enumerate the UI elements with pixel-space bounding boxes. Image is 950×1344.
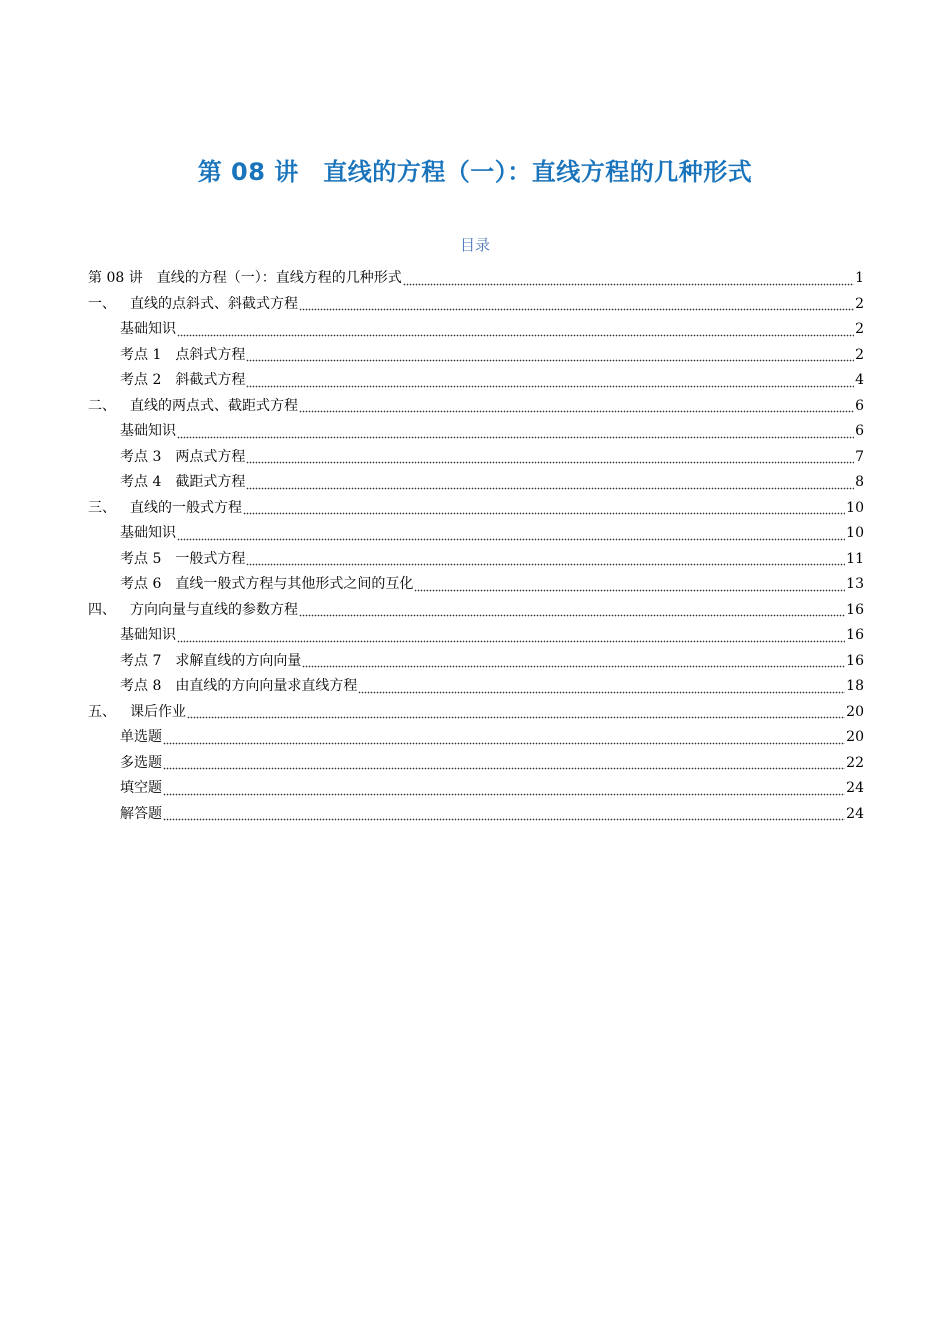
- toc-entry-page: 24: [846, 780, 864, 796]
- toc-entry-label: 由直线的方向向量求直线方程: [175, 678, 358, 694]
- toc-entry-page: 7: [855, 448, 864, 465]
- toc-entry-page: 6: [855, 397, 864, 414]
- toc-entry-label: 求解直线的方向向量: [175, 652, 302, 669]
- toc-entry-label: 直线一般式方程与其他形式之间的互化: [175, 576, 414, 592]
- toc-entry[interactable]: [88, 266, 864, 292]
- toc-entry-number: 考点 3: [120, 448, 162, 465]
- toc-entry[interactable]: [88, 674, 864, 700]
- toc-entry[interactable]: [88, 598, 864, 624]
- toc-entry-label: 第 08 讲 直线的方程（一）：直线方程的几种形式: [88, 270, 402, 286]
- toc-entry-number: 一、: [88, 295, 116, 312]
- toc-entry-page: 2: [855, 346, 864, 363]
- toc-entry-label: 直线的两点式、截距式方程: [130, 397, 298, 414]
- toc-entry-number: 考点 5: [120, 550, 162, 567]
- toc-entry-page: 11: [846, 550, 864, 567]
- toc-heading: 目录: [459, 236, 490, 254]
- toc-entry-page: 16: [846, 652, 864, 669]
- toc-entry[interactable]: [88, 419, 864, 445]
- toc-dot-leader: [299, 399, 854, 413]
- toc-entry[interactable]: [88, 521, 864, 547]
- toc-entry-page: 22: [846, 754, 864, 771]
- toc-entry[interactable]: [88, 725, 864, 751]
- toc-dot-leader: [403, 272, 854, 286]
- toc-entry-label: 两点式方程: [175, 448, 246, 465]
- toc-entry-number: 考点 2: [120, 372, 162, 388]
- toc-dot-leader: [177, 629, 845, 643]
- table-of-contents: [88, 266, 864, 827]
- toc-dot-leader: [163, 756, 845, 770]
- toc-entry-number: 考点 1: [120, 346, 162, 363]
- toc-dot-leader: [163, 731, 845, 745]
- toc-entry[interactable]: [88, 649, 864, 675]
- toc-entry-number: 考点 4: [120, 474, 162, 490]
- toc-entry[interactable]: [88, 445, 864, 471]
- toc-dot-leader: [302, 654, 845, 668]
- toc-entry[interactable]: [88, 623, 864, 649]
- toc-dot-leader: [358, 680, 845, 694]
- toc-entry-page: 6: [855, 423, 864, 439]
- toc-entry-label: 一般式方程: [175, 550, 246, 567]
- toc-entry[interactable]: [88, 700, 864, 726]
- toc-entry-label: 基础知识: [120, 627, 176, 643]
- toc-entry-page: 2: [855, 321, 864, 337]
- toc-entry-label: 方向向量与直线的参数方程: [130, 601, 298, 618]
- toc-entry-label: 课后作业: [130, 703, 186, 720]
- toc-entry[interactable]: [88, 802, 864, 828]
- toc-entry-label: 截距式方程: [175, 474, 246, 490]
- toc-entry-page: 16: [846, 627, 864, 643]
- toc-dot-leader: [246, 450, 854, 464]
- toc-entry-page: 10: [846, 525, 864, 541]
- toc-entry-label: 填空题: [120, 780, 162, 796]
- toc-entry-number: 考点 8: [120, 678, 162, 694]
- toc-entry-page: 24: [846, 805, 864, 822]
- toc-entry[interactable]: [88, 343, 864, 369]
- toc-dot-leader: [246, 374, 854, 388]
- toc-dot-leader: [177, 323, 854, 337]
- toc-entry-page: 13: [846, 576, 864, 592]
- toc-entry-page: 2: [855, 295, 864, 312]
- toc-dot-leader: [177, 527, 845, 541]
- toc-dot-leader: [187, 705, 845, 719]
- toc-entry-page: 16: [846, 601, 864, 618]
- toc-entry-number: 五、: [88, 703, 116, 720]
- toc-entry-number: 三、: [88, 499, 116, 516]
- toc-entry[interactable]: [88, 496, 864, 522]
- toc-dot-leader: [177, 425, 854, 439]
- toc-entry-page: 8: [855, 474, 864, 490]
- toc-entry-label: 直线的点斜式、斜截式方程: [130, 295, 298, 312]
- toc-entry[interactable]: [88, 317, 864, 343]
- toc-dot-leader: [299, 297, 854, 311]
- document-title: 第 08 讲 直线的方程（一）：直线方程的几种形式: [197, 158, 753, 186]
- toc-entry-number: 四、: [88, 601, 116, 618]
- toc-dot-leader: [299, 603, 845, 617]
- toc-entry-page: 4: [855, 372, 864, 388]
- toc-entry-label: 解答题: [120, 805, 162, 822]
- toc-entry-page: 10: [846, 499, 864, 516]
- toc-dot-leader: [163, 782, 845, 796]
- toc-entry-page: 1: [855, 270, 864, 286]
- toc-entry[interactable]: [88, 751, 864, 777]
- toc-entry-number: 考点 6: [120, 576, 162, 592]
- toc-entry-page: 20: [846, 729, 864, 745]
- toc-entry[interactable]: [88, 547, 864, 573]
- toc-entry-label: 基础知识: [120, 525, 176, 541]
- toc-dot-leader: [414, 578, 845, 592]
- toc-dot-leader: [246, 348, 854, 362]
- toc-entry-label: 点斜式方程: [175, 346, 246, 363]
- toc-entry-label: 基础知识: [120, 423, 176, 439]
- toc-entry[interactable]: [88, 572, 864, 598]
- toc-entry[interactable]: [88, 470, 864, 496]
- toc-dot-leader: [246, 476, 854, 490]
- toc-entry[interactable]: [88, 292, 864, 318]
- toc-entry-page: 20: [846, 703, 864, 720]
- toc-entry-number: 考点 7: [120, 652, 162, 669]
- toc-entry-page: 18: [846, 678, 864, 694]
- toc-dot-leader: [246, 552, 845, 566]
- toc-entry[interactable]: [88, 394, 864, 420]
- toc-dot-leader: [163, 807, 845, 821]
- toc-entry[interactable]: [88, 776, 864, 802]
- toc-entry-label: 单选题: [120, 729, 162, 745]
- toc-entry-number: 二、: [88, 397, 116, 414]
- toc-entry-label: 斜截式方程: [175, 372, 246, 388]
- toc-entry-label: 基础知识: [120, 321, 176, 337]
- toc-dot-leader: [243, 501, 845, 515]
- toc-entry[interactable]: [88, 368, 864, 394]
- toc-entry-label: 多选题: [120, 754, 162, 771]
- toc-entry-label: 直线的一般式方程: [130, 499, 242, 516]
